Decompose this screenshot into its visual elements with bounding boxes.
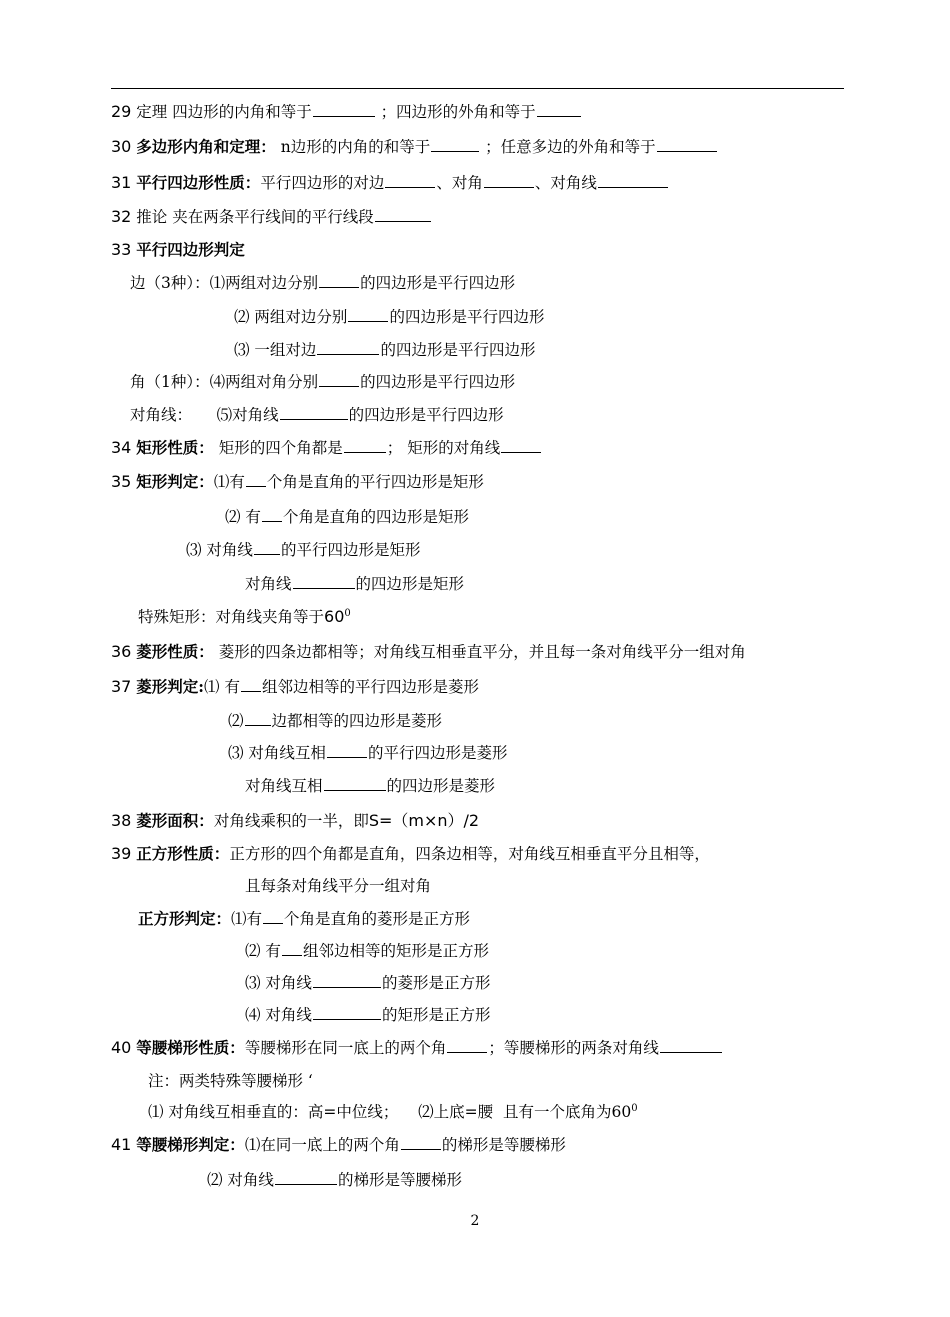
answer-blank[interactable]	[313, 1004, 381, 1020]
item-heading: 正方形性质：	[136, 844, 230, 863]
answer-blank[interactable]	[431, 136, 479, 152]
item-text: 个角是直角的平行四边形是矩形	[266, 473, 484, 491]
item-text: ⑴有	[231, 910, 263, 928]
item-41-2	[207, 1169, 462, 1191]
item-text: ⑶ 一组对边	[234, 341, 317, 359]
item-32	[111, 206, 432, 228]
answer-blank[interactable]	[293, 573, 355, 589]
item-heading: 等腰梯形判定：	[136, 1135, 245, 1154]
answer-blank[interactable]	[484, 172, 534, 188]
item-33-1	[130, 272, 515, 294]
item-text: 边都相等的四边形是菱形	[271, 712, 443, 730]
item-37	[111, 676, 479, 698]
item-text: 的四边形是平行四边形	[360, 274, 516, 292]
item-39-judge-4	[245, 1004, 490, 1026]
item-text: 的四边形是平行四边形	[380, 341, 536, 359]
item-text: 对角线乘积的一半，即	[213, 812, 369, 830]
item-text: ⑵	[228, 712, 244, 730]
item-40	[111, 1037, 723, 1059]
item-40-note	[148, 1070, 313, 1092]
item-33-4	[130, 371, 515, 393]
item-41	[111, 1134, 566, 1156]
page-number: 2	[470, 1213, 480, 1229]
item-33-5	[130, 404, 504, 426]
item-number: 33	[111, 240, 132, 259]
item-text: 的菱形是正方形	[381, 974, 491, 992]
item-text: 定理 四边形的内角和等于	[136, 103, 312, 121]
item-35-3	[186, 539, 420, 561]
item-text: 边（3种）：⑴两组对边分别	[130, 274, 319, 292]
item-text: ；任意多边的外角和等于	[485, 138, 656, 156]
item-number: 36	[111, 642, 132, 661]
answer-blank[interactable]	[375, 206, 431, 222]
item-39-judge-3	[245, 972, 490, 994]
item-heading: 平行四边形判定	[136, 240, 245, 259]
item-text: ；四边形的外角和等于	[380, 103, 536, 121]
answer-blank[interactable]	[660, 1037, 722, 1053]
answer-blank[interactable]	[313, 101, 375, 117]
item-text: ⑵ 对角线	[207, 1171, 274, 1189]
answer-blank[interactable]	[348, 306, 388, 322]
item-text: 特殊矩形：对角线夹角等于	[138, 608, 325, 626]
answer-blank[interactable]	[280, 404, 348, 420]
item-text: ⑴有	[213, 473, 245, 491]
item-text: 组邻边相等的平行四边形是菱形	[261, 678, 479, 696]
superscript: 0	[344, 607, 351, 619]
item-text: 的四边形是平行四边形	[348, 406, 504, 424]
item-text: 注：两类特殊等腰梯形 ‘	[148, 1072, 313, 1090]
item-number: 38	[111, 811, 132, 830]
item-30	[111, 136, 718, 158]
answer-blank[interactable]	[324, 775, 386, 791]
item-text: ⑶ 对角线	[245, 974, 312, 992]
item-33	[111, 239, 245, 261]
item-text: 推论 夹在两条平行线间的平行线段	[136, 208, 374, 226]
item-35-2	[225, 506, 469, 528]
answer-blank[interactable]	[262, 506, 282, 522]
item-37-4	[245, 775, 495, 797]
item-heading: 多边形内角和定理：	[136, 137, 276, 156]
item-text: ⑶ 对角线互相	[228, 744, 326, 762]
item-text: ⑵ 有	[245, 942, 281, 960]
item-39-cont	[245, 875, 431, 897]
item-34	[111, 437, 542, 459]
item-heading: 平行四边形性质：	[136, 173, 261, 192]
item-text: ⑵ 两组对边分别	[234, 308, 348, 326]
item-text: 的四边形是矩形	[355, 575, 465, 593]
item-text: 的矩形是正方形	[381, 1006, 491, 1024]
item-text: 菱形的四条边都相等；对角线互相垂直平分，并且每一条对角线平分一组对角	[218, 643, 746, 661]
item-text: 的四边形是平行四边形	[360, 373, 516, 391]
item-number: 60	[611, 1103, 632, 1121]
answer-blank[interactable]	[385, 172, 435, 188]
item-text: 、对角	[436, 174, 483, 192]
item-33-3	[234, 339, 535, 361]
item-heading: 正方形判定：	[138, 909, 232, 928]
answer-blank[interactable]	[245, 710, 271, 726]
item-text: 矩形的四个角都是	[218, 439, 343, 457]
header-rule	[111, 88, 844, 89]
area-formula: S=（m×n）/2	[368, 811, 480, 830]
answer-blank[interactable]	[263, 908, 283, 924]
item-number: 30	[111, 137, 132, 156]
answer-blank[interactable]	[401, 1134, 441, 1150]
item-38	[111, 810, 479, 832]
item-heading: 菱形性质：	[136, 642, 214, 661]
item-text: 角（1种）：⑷两组对角分别	[130, 373, 319, 391]
item-heading: 菱形面积：	[136, 811, 214, 830]
item-35	[111, 471, 484, 493]
item-text: 的梯形是等腰梯形	[337, 1171, 462, 1189]
item-31	[111, 172, 669, 194]
answer-blank[interactable]	[657, 136, 717, 152]
item-heading: 矩形判定：	[136, 472, 214, 491]
item-number: 39	[111, 844, 132, 863]
item-text: 、对角线	[534, 174, 597, 192]
answer-blank[interactable]	[246, 471, 266, 487]
item-text: 正方形的四个角都是直角，四条边相等，对角线互相垂直平分且相等，	[229, 845, 710, 863]
item-text: 平行四边形的对边	[260, 174, 385, 192]
item-text: 且每条对角线平分一组对角	[245, 877, 432, 895]
item-number: 37	[111, 677, 132, 696]
item-text: 对角线： ⑸对角线	[130, 406, 279, 424]
item-text: n边形的内角的和等于	[280, 138, 431, 156]
answer-blank[interactable]	[447, 1037, 487, 1053]
item-text: ⑶ 对角线	[186, 541, 253, 559]
item-heading: 菱形判定:	[136, 677, 205, 696]
item-text: 组邻边相等的矩形是正方形	[302, 942, 489, 960]
item-text: ； 矩形的对角线	[386, 439, 501, 457]
item-text: ；等腰梯形的两条对角线	[488, 1039, 659, 1057]
answer-blank[interactable]	[317, 339, 379, 355]
item-text: ⑴ 有	[204, 678, 240, 696]
answer-blank[interactable]	[327, 742, 367, 758]
item-text: 对角线	[245, 575, 292, 593]
item-39-judge-2	[245, 940, 489, 962]
item-39	[111, 843, 710, 865]
item-heading: 矩形性质：	[136, 438, 214, 457]
answer-blank[interactable]	[313, 972, 381, 988]
item-36	[111, 641, 746, 663]
answer-blank[interactable]	[344, 437, 386, 453]
item-number: 31	[111, 173, 132, 192]
item-number: 41	[111, 1135, 132, 1154]
item-text: ⑴在同一底上的两个角	[244, 1136, 400, 1154]
item-35-special	[138, 606, 351, 628]
item-text: 的梯形是等腰梯形	[441, 1136, 566, 1154]
item-text: 的平行四边形是菱形	[367, 744, 508, 762]
item-35-4	[245, 573, 464, 595]
item-39-judge-1	[138, 908, 470, 930]
answer-blank[interactable]	[254, 539, 280, 555]
answer-blank[interactable]	[501, 437, 541, 453]
item-number: 60	[324, 607, 345, 626]
item-number: 34	[111, 438, 132, 457]
item-number: 35	[111, 472, 132, 491]
item-number: 29	[111, 102, 132, 121]
answer-blank[interactable]	[598, 172, 668, 188]
answer-blank[interactable]	[275, 1169, 337, 1185]
item-text: 的平行四边形是矩形	[280, 541, 421, 559]
item-number: 32	[111, 207, 132, 226]
answer-blank[interactable]	[537, 101, 581, 117]
item-33-2	[234, 306, 544, 328]
answer-blank[interactable]	[319, 272, 359, 288]
item-text: ⑴ 对角线互相垂直的：高=中位线； ⑵上底=腰 且有一个底角为	[148, 1103, 612, 1121]
item-29	[111, 101, 582, 123]
item-text: 的四边形是平行四边形	[389, 308, 545, 326]
superscript: 0	[631, 1102, 638, 1114]
item-text: 的四边形是菱形	[386, 777, 496, 795]
item-37-2	[228, 710, 442, 732]
item-37-3	[228, 742, 507, 764]
item-text: ⑵ 有	[225, 508, 261, 526]
item-text: 等腰梯形在同一底上的两个角	[244, 1039, 447, 1057]
answer-blank[interactable]	[282, 940, 302, 956]
item-text: 个角是直角的菱形是正方形	[284, 910, 471, 928]
answer-blank[interactable]	[319, 371, 359, 387]
item-40-note-detail	[148, 1101, 638, 1123]
item-text: 对角线互相	[245, 777, 323, 795]
item-text: 个角是直角的四边形是矩形	[282, 508, 469, 526]
item-number: 40	[111, 1038, 132, 1057]
answer-blank[interactable]	[241, 676, 261, 692]
item-heading: 等腰梯形性质：	[136, 1038, 245, 1057]
item-text: ⑷ 对角线	[245, 1006, 312, 1024]
